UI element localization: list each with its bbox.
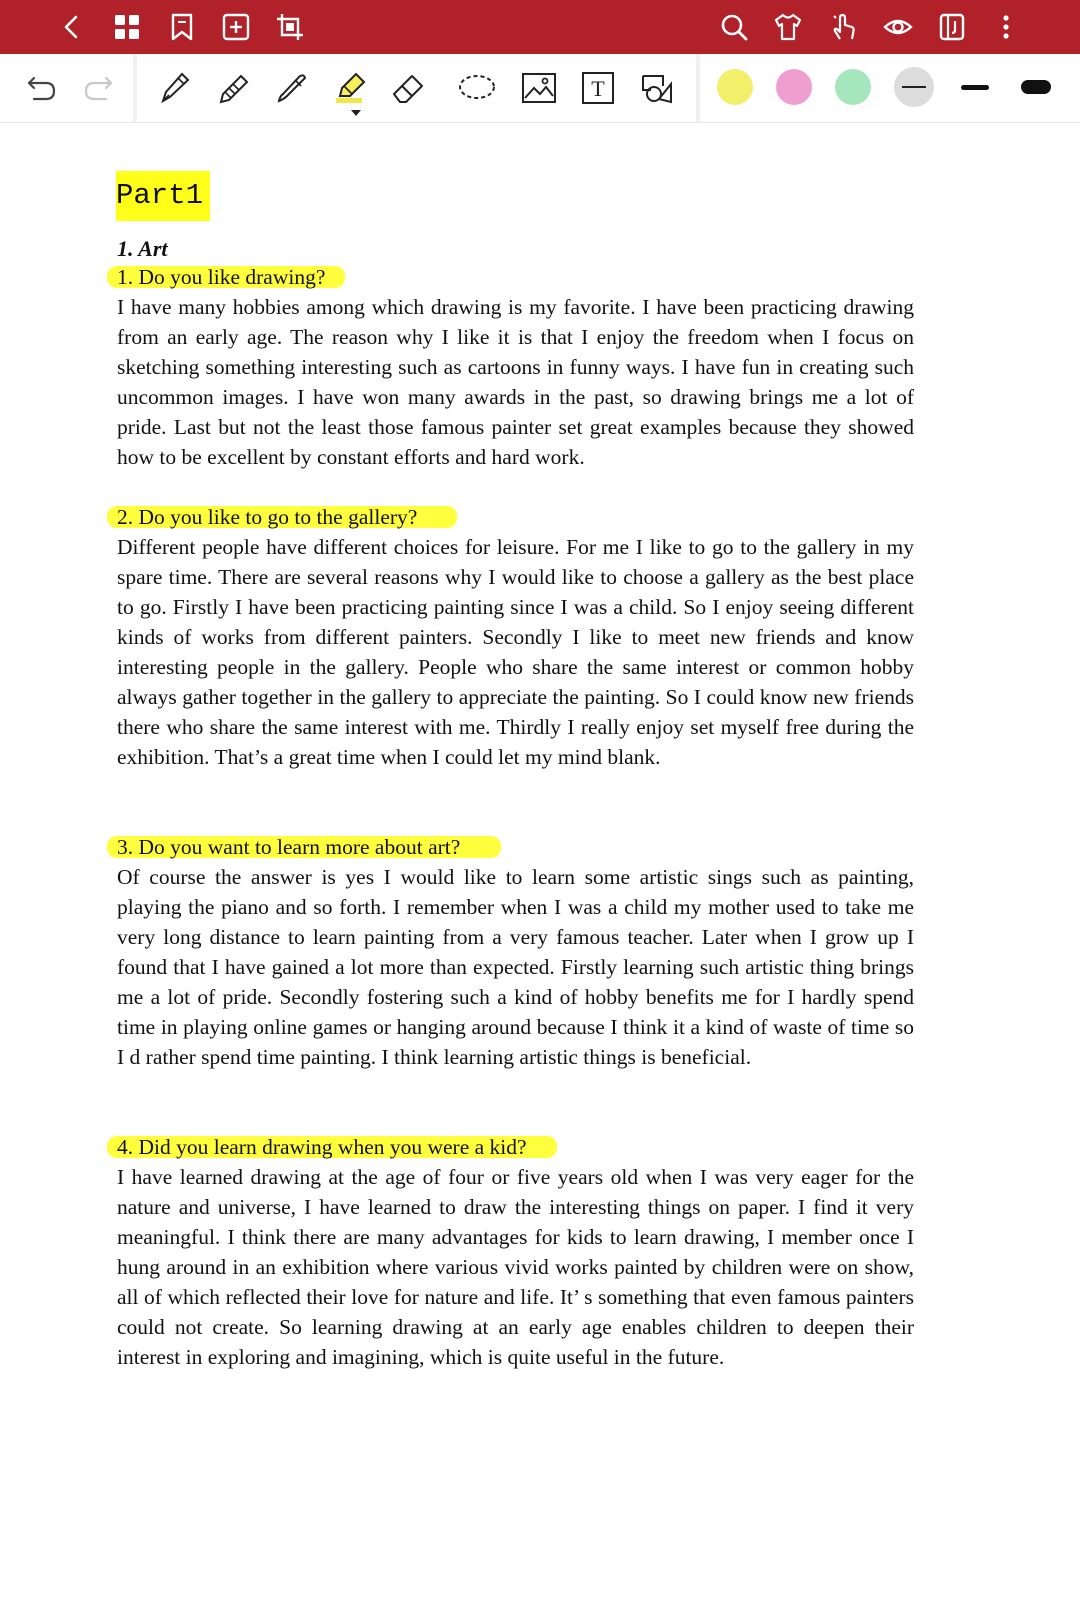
note-page[interactable]	[0, 122, 1080, 1620]
color-swatch-pink[interactable]	[776, 69, 812, 105]
stroke-medium-option[interactable]	[960, 74, 990, 100]
stroke-thin-option[interactable]	[894, 67, 934, 107]
export-icon[interactable]	[934, 9, 970, 45]
shirt-icon[interactable]	[770, 9, 806, 45]
add-page-icon[interactable]	[218, 9, 254, 45]
stroke-thick-option[interactable]	[1020, 74, 1052, 100]
lasso-icon[interactable]	[455, 66, 499, 110]
toolbar-divider	[696, 54, 700, 122]
question-text: 3. Do you want to learn more about art?	[117, 835, 461, 859]
color-swatch-yellow[interactable]	[717, 69, 753, 105]
question-3	[117, 832, 460, 862]
pencil-icon[interactable]	[211, 66, 255, 110]
back-icon[interactable]	[54, 9, 90, 45]
question-text: 4. Did you learn drawing when you were a kid?	[117, 1135, 527, 1159]
eraser-icon[interactable]	[386, 66, 430, 110]
touch-icon[interactable]	[825, 9, 861, 45]
brush-pen-icon[interactable]	[269, 66, 313, 110]
highlighter-icon[interactable]	[328, 66, 372, 110]
answer-4: I have learned drawing at the age of four or five years old when I was very eager for the nature and universe, I have learned to draw the interesting things on paper. I find it very meaningful. I think there are many advantages for kids to learn drawing, I member once I hung around in an exhibition where various vivid works painted by children were on show, all of which reflected their love for nature and life. It’ s something that even famous painters could not create. So learning drawing at an early age enables children to deepen their interest in exploring and imagining, which is quite useful in the future.	[117, 1165, 914, 1369]
section-heading: 1. Art	[117, 236, 168, 261]
toolbar-divider	[133, 54, 137, 122]
answer-1: I have many hobbies among which drawing is my favorite. I have been practicing drawing from an early age. The reason why I like it is that I enjoy the freedom when I focus on sketching something interesting such as cartoons in funny ways. I have fun in creating such uncommon images. I have won many awards in the past, so drawing brings me a lot of pride. Last but not the least those famous painter set great examples because they showed how to be excellent by constant efforts and hard work.	[117, 295, 914, 469]
answer-2: Different people have different choices for leisure. For me I like to go to the gallery in my spare time. There are several reasons why I would like to choose a gallery as the best place to go. Firstly I have been practicing painting since I was a child. So I enjoy seeing different kinds of works from different painters. Secondly I like to meet new friends and know interesting people in the gallery. People who share the same interest or common hobby always gather together in the gallery to appreciate the painting. So I could know new friends there who share the same interest with me. Thirdly I really enjoy set myself free during the exhibition. That’s a great time when I could let my mind blank.	[117, 535, 914, 769]
search-icon[interactable]	[716, 9, 752, 45]
fountain-pen-icon[interactable]	[152, 66, 196, 110]
shape-icon[interactable]	[635, 66, 679, 110]
crop-icon[interactable]	[272, 9, 308, 45]
question-4	[117, 1132, 527, 1162]
pen-toolbar	[0, 54, 1080, 123]
grid-icon[interactable]	[109, 9, 145, 45]
question-text: 2. Do you like to go to the gallery?	[117, 505, 418, 529]
more-icon[interactable]	[988, 9, 1024, 45]
part-title: Part1	[116, 171, 210, 221]
undo-icon[interactable]	[20, 66, 64, 110]
eye-icon[interactable]	[880, 9, 916, 45]
redo-icon[interactable]	[76, 66, 120, 110]
color-swatch-green[interactable]	[835, 69, 871, 105]
question-2	[117, 502, 417, 532]
question-1	[117, 262, 325, 292]
answer-3: Of course the answer is yes I would like to learn some artistic sings such as painting, playing the piano and so forth. I remember when I was a child my mother used to take me very long distance to learn painting from a very famous teacher. Later when I grow up I found that I have gained a lot more than expected. Firstly learning such artistic thing brings me a lot of pride. Secondly fostering such a kind of hobby benefits me for I hardly spend time in playing online games or hanging around because I think it a kind of waste of time so I d rather spend time painting. I think learning artistic things is beneficial.	[117, 865, 914, 1069]
bookmark-icon[interactable]	[164, 9, 200, 45]
top-app-bar	[0, 0, 1080, 54]
text-tool-glyph: T	[591, 76, 605, 101]
question-text: 1. Do you like drawing?	[117, 265, 326, 289]
image-icon[interactable]	[517, 66, 561, 110]
active-tool-indicator	[351, 110, 361, 116]
text-box-icon[interactable]	[576, 66, 620, 110]
